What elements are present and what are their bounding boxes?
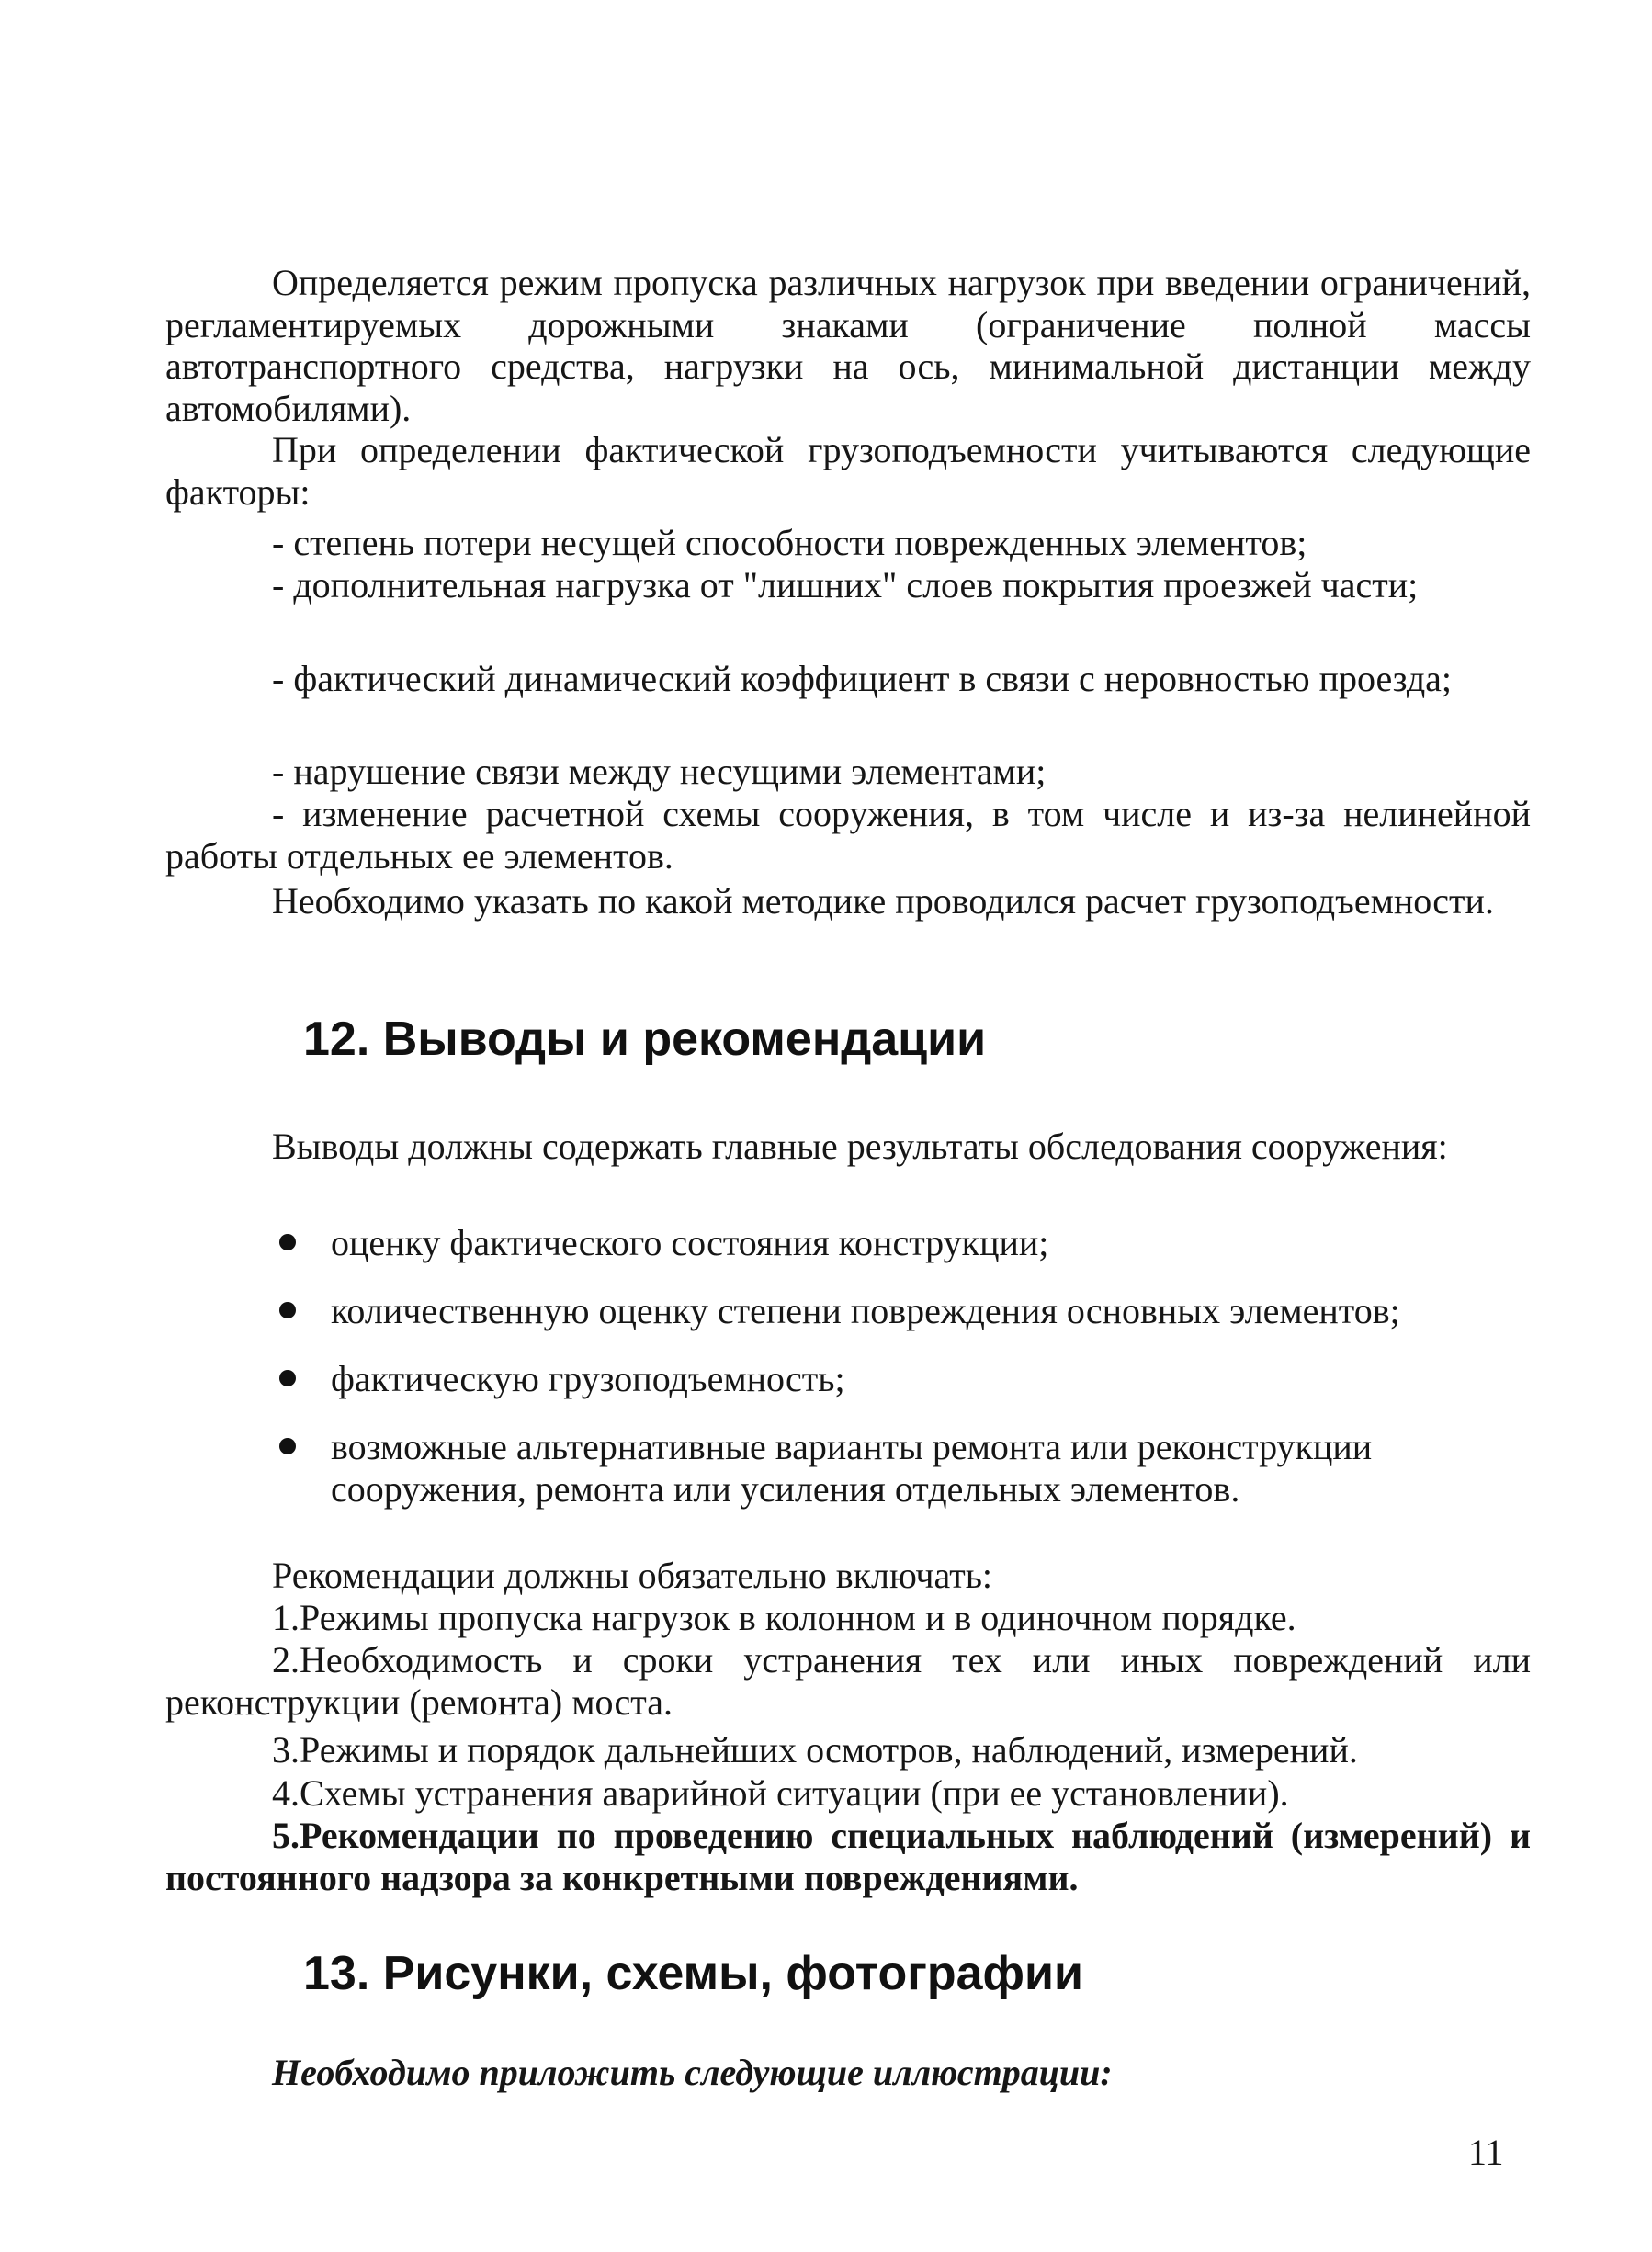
bullet-dot-icon — [279, 1302, 296, 1318]
list-item: фактическую грузоподъемность; — [165, 1358, 1531, 1400]
page-number: 11 — [1468, 2132, 1504, 2173]
recommendation-item: 1.Режимы пропуска нагрузок в колонном и в одиночном порядке. — [272, 1597, 1296, 1638]
factor-item: - нарушение связи между несущими элементами; — [272, 751, 1047, 792]
recommendation-item: 3.Режимы и порядок дальнейших осмотров, наблюдений, измерений. — [272, 1729, 1358, 1771]
section-13-heading: 13. Рисунки, схемы, фотографии — [303, 1947, 1083, 2000]
recommendation-item: 5.Рекомендации по проведению специальных наблюдений (измерений) и постоянного надзора за конкретными повреждениями. — [165, 1815, 1531, 1898]
list-item: оценку фактического состояния конструкции; — [165, 1222, 1531, 1264]
bullet-dot-icon — [279, 1370, 296, 1386]
paragraph-method-note: Необходимо указать по какой методике проводился расчет грузоподъемности. — [272, 880, 1494, 922]
recommendation-item: 4.Схемы устранения аварийной ситуации (при ее установлении). — [272, 1772, 1289, 1814]
paragraph-load-regime: Определяется режим пропуска различных нагрузок при введении ограничений, регламентируемых дорожными знаками (ограничение полной массы автотранспортного средства, нагрузки на ось, минимальной дистанции между автомобилями). — [165, 262, 1531, 429]
section-12-heading: 12. Выводы и рекомендации — [303, 1013, 987, 1066]
bullet-dot-icon — [279, 1438, 296, 1454]
paragraph-factors-intro: При определении фактической грузоподъемности учитываются следующие факторы: — [165, 429, 1531, 513]
factor-item: - фактический динамический коэффициент в связи с неровностью проезда; — [272, 658, 1453, 699]
bullet-dot-icon — [279, 1234, 296, 1250]
factor-item: - изменение расчетной схемы сооружения, в том числе и из-за нелинейной работы отдельных ее элементов. — [165, 793, 1531, 877]
conclusions-intro: Выводы должны содержать главные результаты обследования сооружения: — [272, 1126, 1448, 1167]
recommendation-item: 2.Необходимость и сроки устранения тех или иных повреждений или реконструкции (ремонта) моста. — [165, 1639, 1531, 1723]
factor-item: - степень потери несущей способности поврежденных элементов; — [272, 522, 1307, 563]
recommendations-intro: Рекомендации должны обязательно включать: — [272, 1555, 993, 1596]
list-item: количественную оценку степени повреждения основных элементов; — [165, 1290, 1531, 1332]
list-item: возможные альтернативные варианты ремонта или реконструкции сооружения, ремонта или усиления отдельных элементов. — [165, 1426, 1531, 1510]
illustrations-intro: Необходимо приложить следующие иллюстрации: — [272, 2052, 1113, 2093]
conclusions-list — [165, 1222, 1531, 1536]
factor-item: - дополнительная нагрузка от "лишних" слоев покрытия проезжей части; — [272, 564, 1419, 605]
